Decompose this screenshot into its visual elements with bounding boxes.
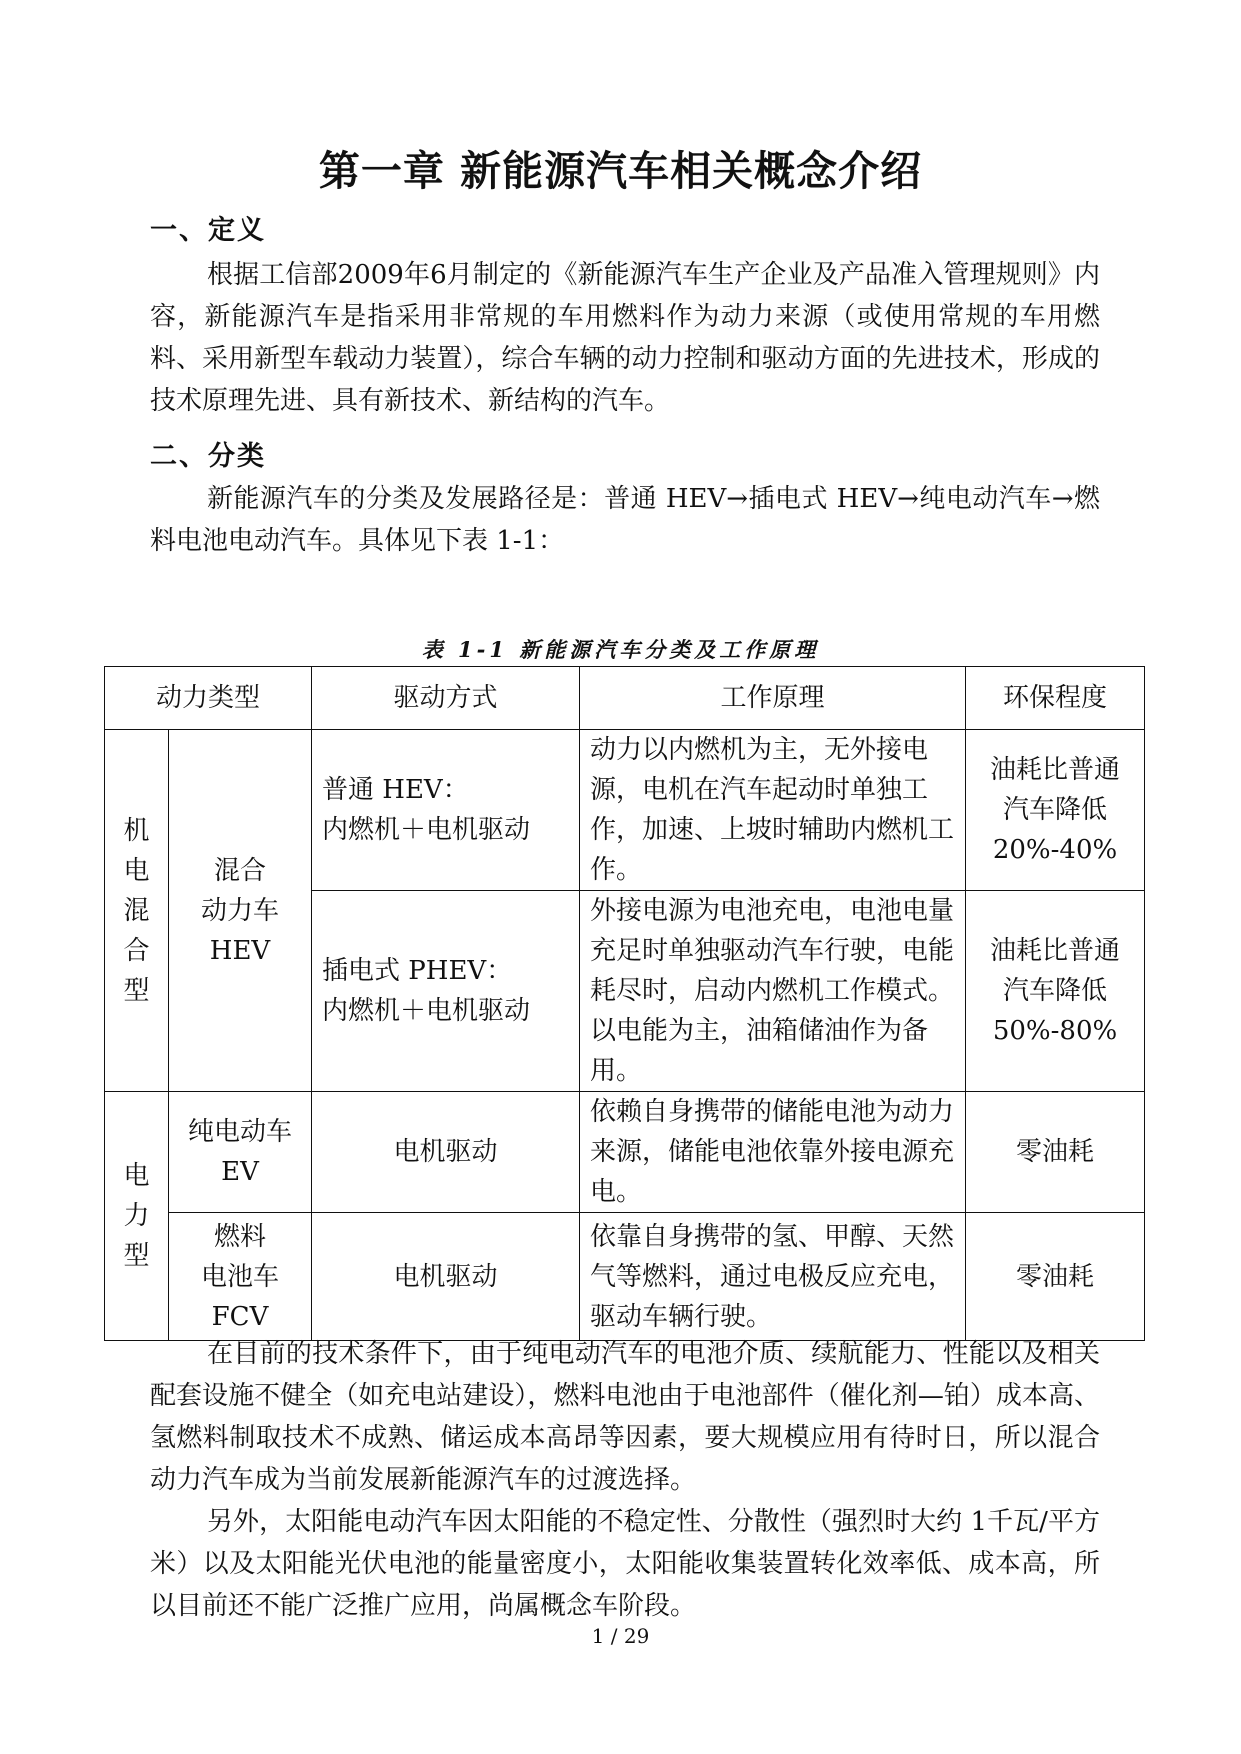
drive-mode-cell: 普通 HEV： 内燃机＋电机驱动 — [312, 730, 580, 891]
body-paragraph: 另外，太阳能电动汽车因太阳能的不稳定性、分散性（强烈时大约 1千瓦/平方米）以及太阳能光伏电池的能量密度小，太阳能收集装置转化效率低、成本高，所以目前还不能广泛推广应用，尚属概念车阶段。 — [150, 1507, 1100, 1621]
table-header-row — [105, 667, 1145, 730]
page-number: 1 / 29 — [591, 1624, 650, 1648]
group-label-hybrid: 机 电 混 合 型 — [105, 730, 169, 1092]
table-row — [105, 730, 1145, 891]
drive-mode-cell: 电机驱动 — [312, 1092, 580, 1213]
principle-cell: 依赖自身携带的储能电池为动力来源，储能电池依靠外接电源充电。 — [580, 1092, 966, 1213]
principle-cell: 动力以内燃机为主，无外接电源，电机在汽车起动时单独工作，加速、上坡时辅助内燃机工作。 — [580, 730, 966, 891]
principle-cell: 外接电源为电池充电，电池电量充足时单独驱动汽车行驶，电能耗尽时，启动内燃机工作模式。以电能为主，油箱储油作为备用。 — [580, 891, 966, 1092]
header-power-type: 动力类型 — [105, 667, 312, 730]
eco-cell: 油耗比普通 汽车降低 20%-40% — [966, 730, 1145, 891]
table-row — [105, 1092, 1145, 1213]
section-heading-classification: 二、分类 — [150, 441, 266, 472]
group-label-electric: 电 力 型 — [105, 1092, 169, 1341]
eco-cell: 零油耗 — [966, 1092, 1145, 1213]
section-heading-definition: 一、定义 — [150, 215, 266, 246]
header-drive-mode: 驱动方式 — [312, 667, 580, 730]
eco-cell: 零油耗 — [966, 1213, 1145, 1341]
chapter-title: 第一章 新能源汽车相关概念介绍 — [318, 147, 923, 195]
table-caption: 表 1-1 新能源汽车分类及工作原理 — [421, 637, 820, 662]
subtype-hev: 混合 动力车 HEV — [169, 730, 312, 1092]
definition-paragraph: 根据工信部2009年6月制定的《新能源汽车生产企业及产品准入管理规则》内容，新能源汽车是指采用非常规的车用燃料作为动力来源（或使用常规的车用燃料、采用新型车载动力装置），综合车辆的动力控制和驱动方面的先进技术，形成的技术原理先进、具有新技术、新结构的汽车。 — [150, 260, 1100, 416]
principle-cell: 依靠自身携带的氢、甲醇、天然气等燃料，通过电极反应充电，驱动车辆行驶。 — [580, 1213, 966, 1341]
header-principle: 工作原理 — [580, 667, 966, 730]
eco-cell: 油耗比普通 汽车降低 50%-80% — [966, 891, 1145, 1092]
header-eco-level: 环保程度 — [966, 667, 1145, 730]
drive-mode-cell: 插电式 PHEV： 内燃机＋电机驱动 — [312, 891, 580, 1092]
classification-table — [104, 666, 1145, 1341]
classification-paragraph: 新能源汽车的分类及发展路径是：普通 HEV→插电式 HEV→纯电动汽车→燃料电池电动汽车。具体见下表 1-1： — [150, 484, 1100, 556]
body-paragraph: 在目前的技术条件下，由于纯电动汽车的电池介质、续航能力、性能以及相关配套设施不健全（如充电站建设），燃料电池由于电池部件（催化剂—铂）成本高、氢燃料制取技术不成熟、储运成本高昂等因素，要大规模应用有待时日，所以混合动力汽车成为当前发展新能源汽车的过渡选择。 — [150, 1339, 1100, 1495]
subtype-fcv: 燃料 电池车 FCV — [169, 1213, 312, 1341]
table-row — [105, 1213, 1145, 1341]
drive-mode-cell: 电机驱动 — [312, 1213, 580, 1341]
subtype-ev: 纯电动车 EV — [169, 1092, 312, 1213]
